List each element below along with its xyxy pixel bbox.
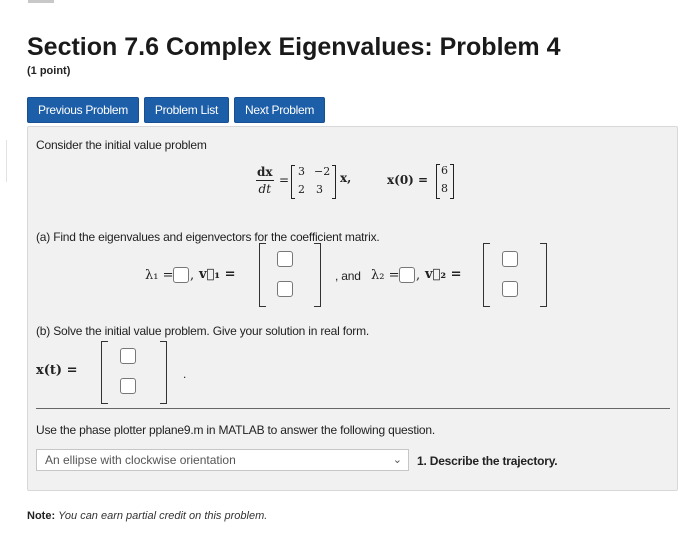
v2-component-1-input[interactable] <box>502 251 518 267</box>
derivative-fraction <box>256 165 274 196</box>
and-separator: , and <box>335 269 361 283</box>
problem-points: (1 point) <box>27 65 71 77</box>
derivative-denominator: dt <box>258 182 272 196</box>
ic-x0-value: 6 <box>441 164 448 177</box>
lambda2-label: λ₂ = <box>371 268 400 283</box>
lambda2-input[interactable] <box>399 267 415 283</box>
v2-component-2-input[interactable] <box>502 281 518 297</box>
next-problem-button[interactable]: Next Problem <box>234 97 325 123</box>
v2-left-bracket <box>483 243 490 307</box>
initial-condition-label: x(0) = <box>387 173 429 187</box>
v1-label: v⃗₁ = <box>199 267 236 282</box>
trajectory-selected-value: An ellipse with clockwise orientation <box>45 453 236 467</box>
ic-right-bracket <box>450 164 454 199</box>
xt-right-bracket <box>160 341 167 404</box>
matrix-a12: −2 <box>314 165 331 178</box>
xt-left-bracket <box>101 341 108 404</box>
fraction-bar <box>256 180 274 181</box>
xt-period: . <box>183 367 187 381</box>
derivative-numerator: dx <box>257 165 273 179</box>
xt-component-2-input[interactable] <box>120 378 136 394</box>
matrix-right-bracket <box>332 165 336 199</box>
state-vector: x, <box>340 171 352 185</box>
top-tab-indicator <box>28 0 54 3</box>
xt-label: x(t) = <box>36 363 78 378</box>
comma-separator: , <box>190 268 195 283</box>
matrix-left-bracket <box>291 165 295 199</box>
ic-left-bracket <box>436 164 440 199</box>
problem-intro: Consider the initial value problem <box>36 138 207 152</box>
note-text: You can earn partial credit on this problem. <box>58 510 268 522</box>
part-b-instructions: (b) Solve the initial value problem. Give your solution in real form. <box>36 324 370 338</box>
question-1-label: 1. Describe the trajectory. <box>417 454 558 468</box>
ic-y0-value: 8 <box>441 182 448 195</box>
page-title: Section 7.6 Complex Eigenvalues: Problem 4 <box>27 33 561 61</box>
previous-problem-button[interactable]: Previous Problem <box>27 97 139 123</box>
v1-component-2-input[interactable] <box>277 281 293 297</box>
v2-right-bracket <box>540 243 547 307</box>
comma-separator-2: , <box>416 268 421 283</box>
problem-navigation <box>27 97 325 123</box>
chevron-down-icon: ⌄ <box>392 454 402 466</box>
matrix-a21: 2 <box>298 183 305 196</box>
v1-left-bracket <box>259 243 266 307</box>
partial-credit-note <box>27 510 267 522</box>
section-divider <box>36 408 670 409</box>
ode-equals: = <box>279 173 290 187</box>
trajectory-select[interactable] <box>36 449 409 471</box>
lambda1-input[interactable] <box>173 267 189 283</box>
part-a-instructions: (a) Find the eigenvalues and eigenvectors for the coefficient matrix. <box>36 230 380 244</box>
note-label: Note: <box>27 510 56 522</box>
left-edge-divider <box>0 140 7 182</box>
matrix-a11: 3 <box>298 165 305 178</box>
phase-plotter-instructions: Use the phase plotter pplane9.m in MATLAB to answer the following question. <box>36 423 436 437</box>
v2-label: v⃗₂ = <box>425 267 462 282</box>
v1-component-1-input[interactable] <box>277 251 293 267</box>
problem-body <box>27 126 678 491</box>
problem-list-button[interactable]: Problem List <box>144 97 229 123</box>
xt-component-1-input[interactable] <box>120 348 136 364</box>
lambda1-label: λ₁ = <box>145 268 174 283</box>
matrix-a22: 3 <box>316 183 323 196</box>
v1-right-bracket <box>314 243 321 307</box>
